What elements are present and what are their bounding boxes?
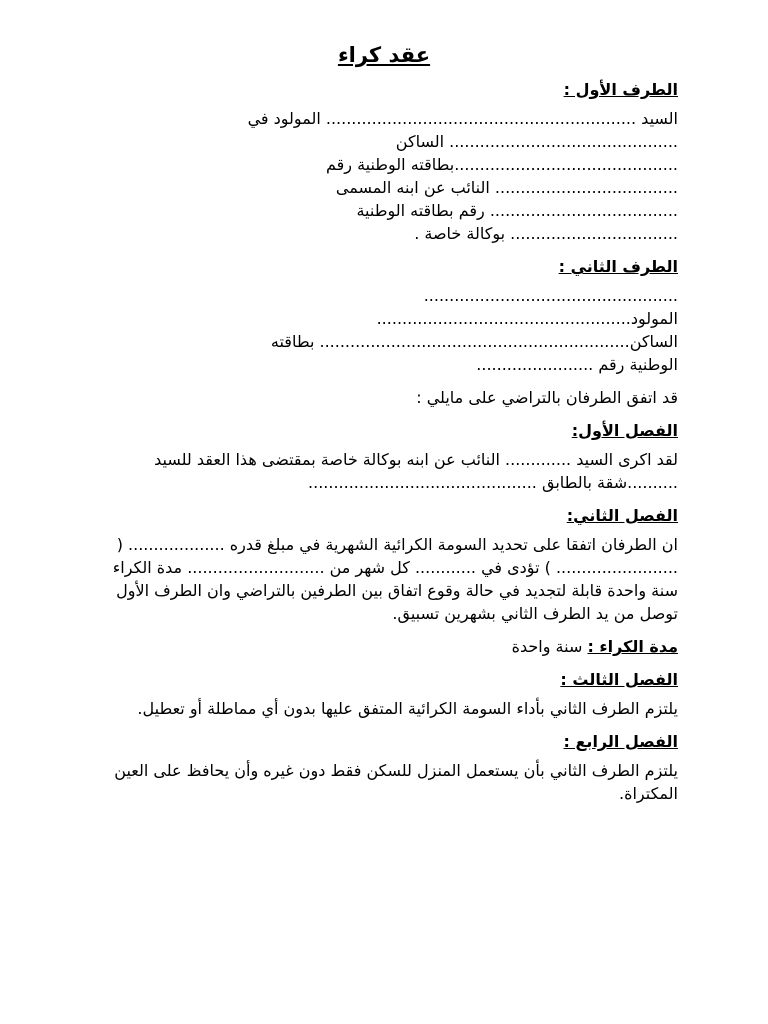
party-one-line: ..................................... رقم بطاقته الوطنية xyxy=(356,201,678,220)
party-one-line: ............................................. الساكن xyxy=(395,132,678,151)
party-two-line: .................................................. xyxy=(423,286,678,305)
party-one-line: .................................... النائب عن ابنه المسمى xyxy=(335,178,678,197)
chapter-one-heading: الفصل الأول: xyxy=(571,421,678,440)
party-one-line: ............................................بطاقته الوطنية رقم xyxy=(325,155,678,174)
chapter-one-text: لقد اكرى السيد ............. النائب عن ابنه بوكالة خاصة بمقتضى هذا العقد للسيد ..........شقة بالطابق ............................................. xyxy=(154,450,678,492)
chapter-two-text: ان الطرفان اتفقا على تحديد السومة الكرائية الشهرية في مبلغ قدره ................... ( ........................ ) تؤدى في ............ كل شهر من ........................... مدة الكراء سنة واحدة قابلة لتجديد في حالة وقوع اتفاق بين الطرفين بالتراضي وان الطرف الأول توصل من يد الطرف الثاني بشهرين تسبيق. xyxy=(112,535,678,623)
party-one-line: ................................. بوكالة خاصة . xyxy=(414,224,678,243)
chapter-three-text: يلتزم الطرف الثاني بأداء السومة الكرائية المتفق عليها بدون أي مماطلة أو تعطيل. xyxy=(137,699,678,718)
agreement-statement: قد اتفق الطرفان بالتراضي على مايلي : xyxy=(416,388,678,407)
party-one-line: السيد ............................................................. المولود في xyxy=(247,109,678,128)
rent-period-label: مدة الكراء : xyxy=(587,637,678,656)
party-one-details xyxy=(90,107,678,245)
party-two-line: المولود.................................................. xyxy=(376,309,678,328)
chapter-three-heading: الفصل الثالث : xyxy=(560,670,678,689)
party-two-line: الوطنية رقم ....................... xyxy=(476,355,678,374)
chapter-two-heading: الفصل الثاني: xyxy=(566,506,678,525)
rent-period-value: سنة واحدة xyxy=(511,637,588,656)
party-two-details xyxy=(90,284,678,376)
party-one-heading: الطرف الأول : xyxy=(563,80,678,99)
contract-document xyxy=(90,40,678,815)
chapter-four-heading: الفصل الرابع : xyxy=(563,732,678,751)
document-title: عقد كراء xyxy=(337,43,431,67)
party-two-line: الساكن............................................................. بطاقته xyxy=(270,332,678,351)
rent-period xyxy=(90,635,678,658)
chapter-four-text: يلتزم الطرف الثاني بأن يستعمل المنزل للسكن فقط دون غيره وأن يحافظ على العين المكتراة. xyxy=(114,761,678,803)
party-two-heading: الطرف الثاني : xyxy=(558,257,678,276)
